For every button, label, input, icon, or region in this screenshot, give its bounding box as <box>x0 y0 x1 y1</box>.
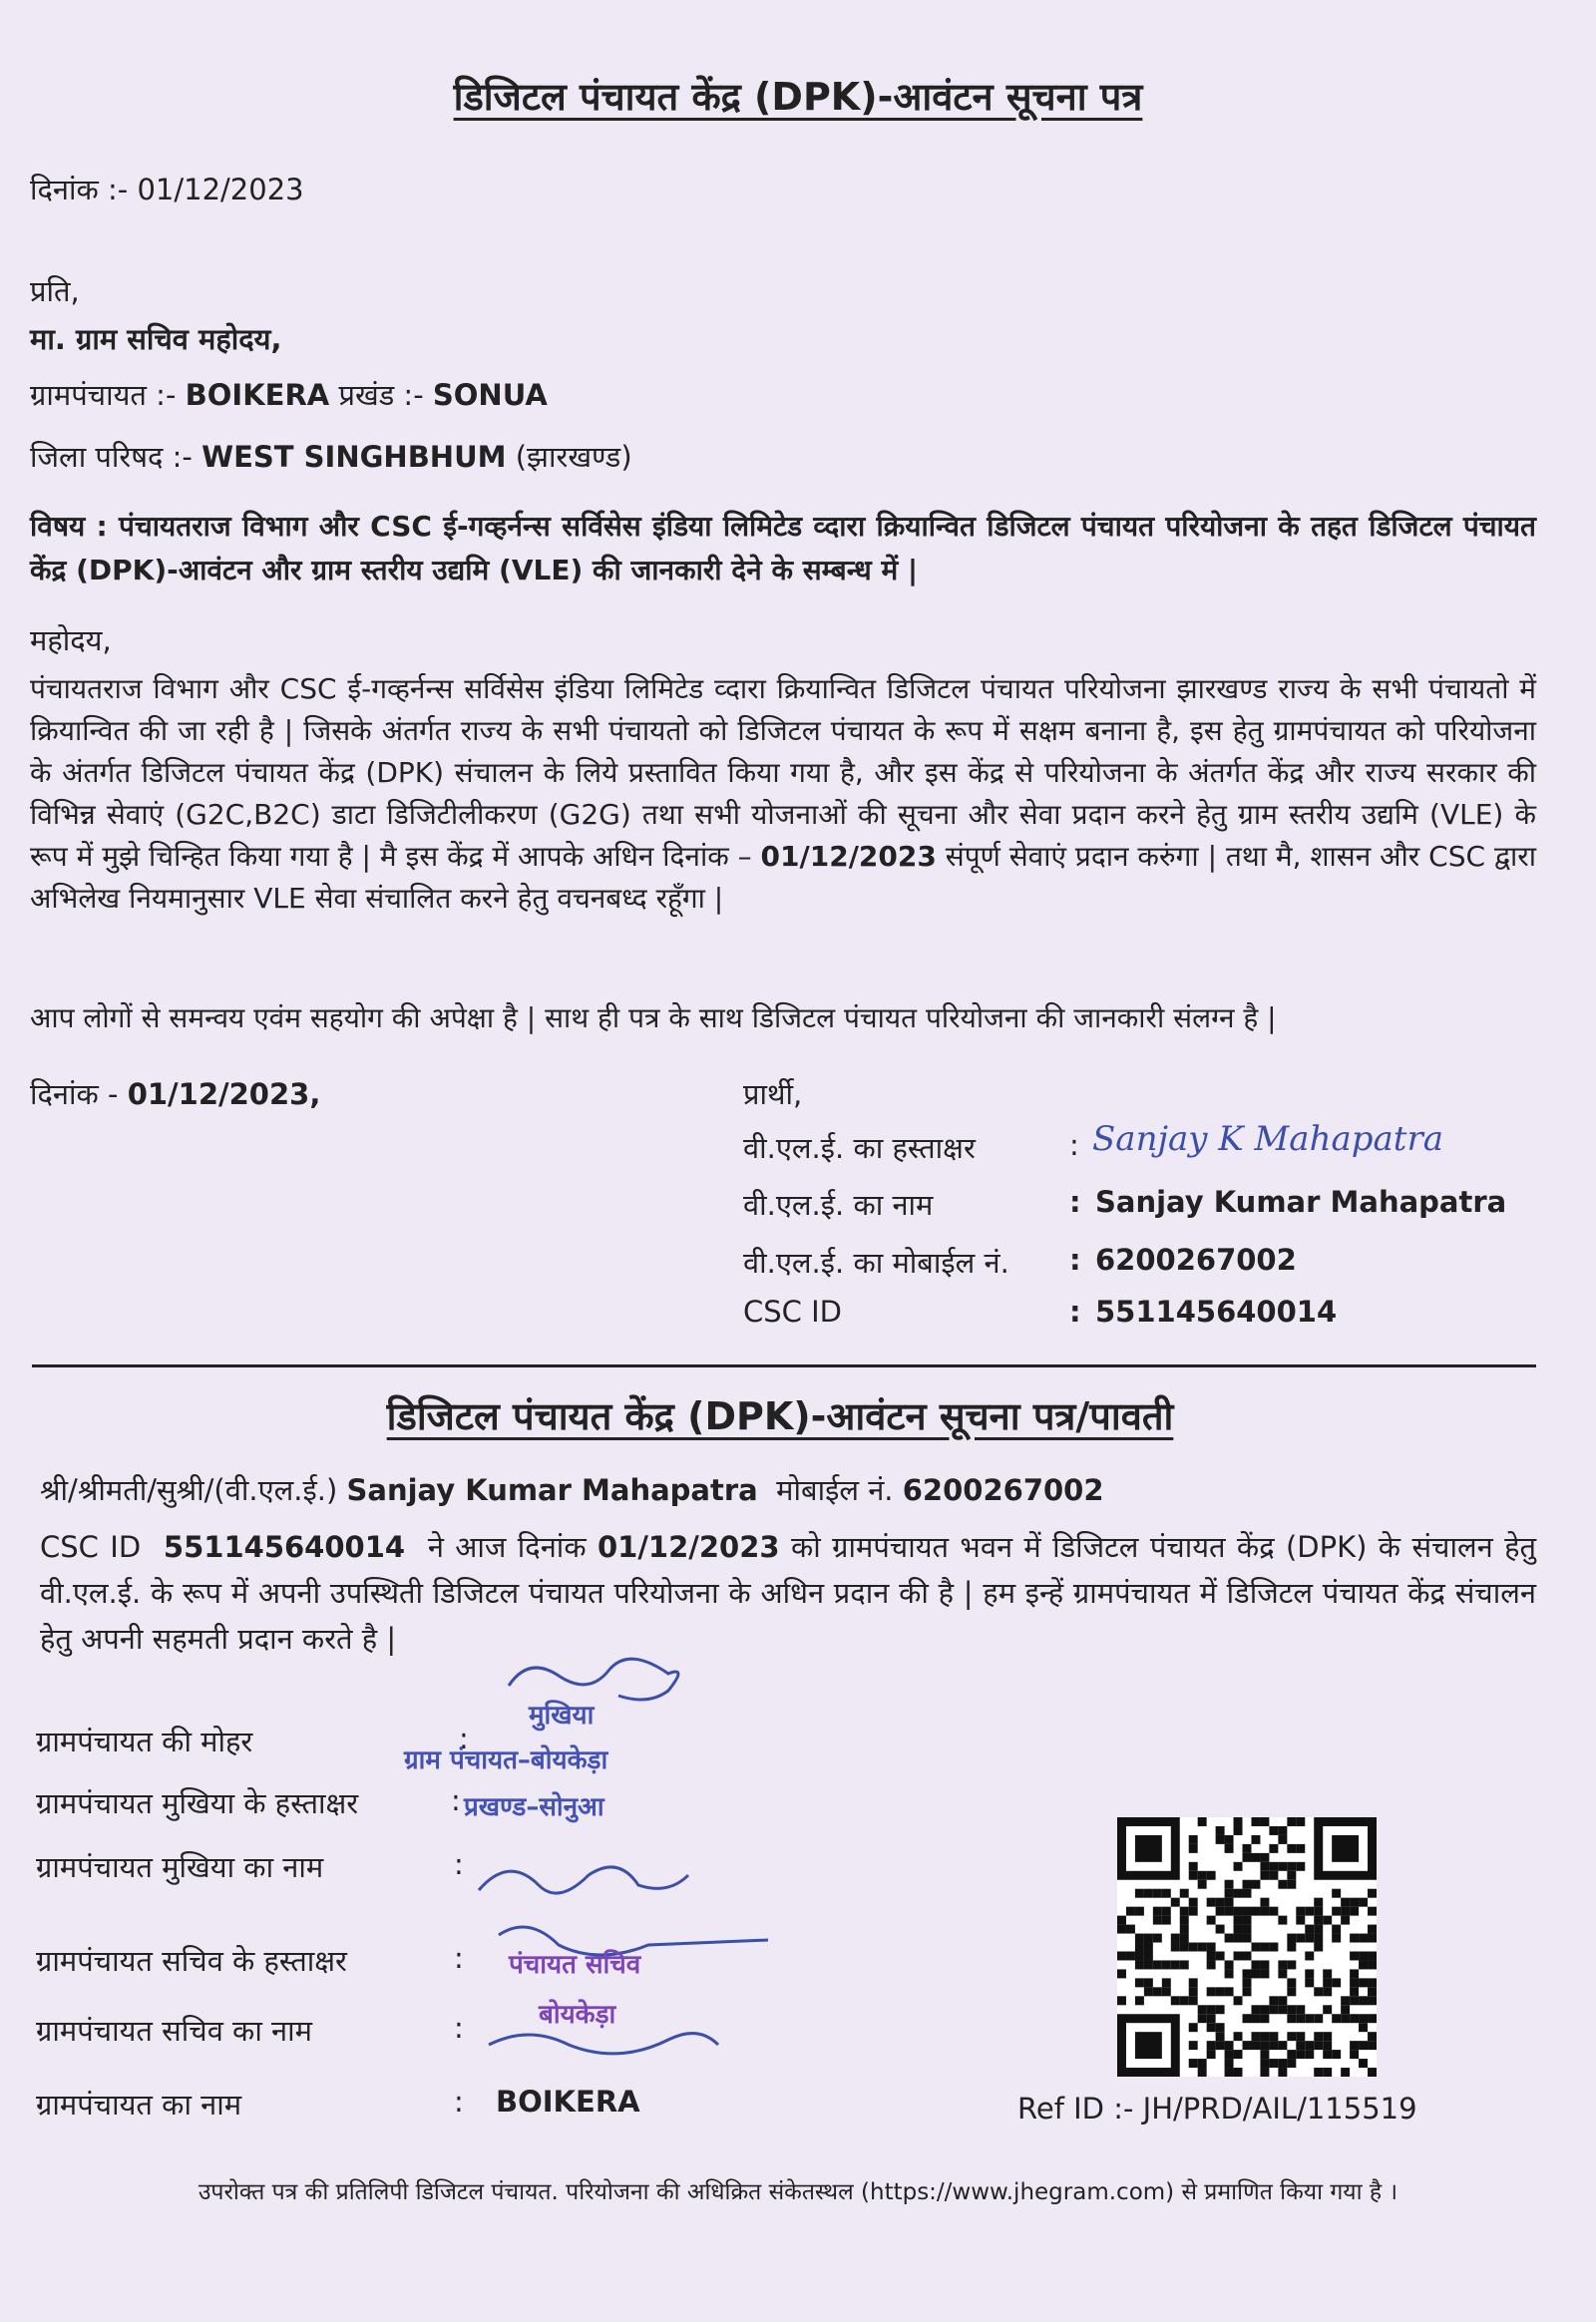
vle-signature-label: वी.एल.ई. का हस्ताक्षर <box>743 1131 976 1165</box>
stamp-sachiv-place: बोयकेड़ा <box>539 2000 616 2030</box>
colon: : <box>454 1941 464 1975</box>
colon: : <box>1069 1128 1079 1162</box>
colon: : <box>454 2085 464 2119</box>
colon: : <box>1069 1243 1081 1277</box>
body-paragraph-2: आप लोगों से समन्वय एवंम सहयोग की अपेक्षा है | साथ ही पत्र के साथ डिजिटल पंचायत परियोजना की जानकारी संलग्न है | <box>30 1001 1277 1034</box>
qr-code <box>1117 1817 1377 2077</box>
field-gp-name-label: ग्रामपंचायत का नाम <box>36 2088 242 2122</box>
field-mukhiya-name-label: ग्रामपंचायत मुखिया का नाम <box>36 1850 324 1884</box>
receipt-title: डिजिटल पंचायत केंद्र (DPK)-आवंटन सूचना पत्र/पावती <box>386 1394 1174 1438</box>
csc-id: 551145640014 <box>1095 1295 1338 1329</box>
receipt-paragraph: CSC ID 551145640014 ने आज दिनांक 01/12/2023 को ग्रामपंचायत भवन में डिजिटल पंचायत केंद्र (DPK) के संचालन हेतु वी.एल.ई. के रूप में अपनी उपस्थिती डिजिटल पंचायत परियोजना के अधिन प्रदान की है | हम इन्हें ग्रामपंचायत में डिजिटल पंचायत केंद्र संचालन हेतु अपनी सहमती प्रदान करते है | <box>40 1530 1537 1656</box>
field-mukhiya-signature-label: ग्रामपंचायत मुखिया के हस्ताक्षर <box>36 1786 359 1820</box>
stamp-block: प्रखण्ड–सोनुआ <box>464 1792 604 1822</box>
colon: : <box>454 1847 464 1881</box>
recipient: मा. ग्राम सचिव महोदय, <box>30 322 282 356</box>
vle-signature: Sanjay K Mahapatra <box>1092 1119 1443 1159</box>
colon: : <box>1069 1295 1081 1329</box>
applicant-label: प्रार्थी, <box>743 1077 803 1111</box>
signoff-date: दिनांक - 01/12/2023, <box>30 1077 321 1111</box>
colon: : <box>1069 1185 1081 1219</box>
ref-id: Ref ID :- JH/PRD/AIL/115519 <box>1017 2092 1417 2126</box>
to-line: प्रति, <box>30 274 80 308</box>
vle-mobile: 6200267002 <box>1095 1243 1297 1277</box>
vle-mobile-label: वी.एल.ई. का मोबाईल नं. <box>743 1246 1009 1280</box>
receipt-vle-line: श्री/श्रीमती/सुश्री/(वी.एल.ई.) Sanjay Kumar Mahapatra मोबाईल नं. 6200267002 <box>40 1473 1104 1507</box>
divider <box>32 1364 1536 1367</box>
mukhiya-signature-scribble <box>509 1659 678 1700</box>
gram-panchayat-line: ग्रामपंचायत :- BOIKERA प्रखंड :- SONUA <box>30 378 548 412</box>
csc-id-label: CSC ID <box>743 1295 843 1329</box>
body-paragraph-1: पंचायतराज विभाग और CSC ई-गव्हर्नन्स सर्विसेस इंडिया लिमिटेड व्दारा क्रियान्वित डिजिटल पंचायत परियोजना झारखण्ड राज्य के सभी पंचायतो में क्रियान्वित की जा रही है | जिसके अंतर्गत राज्य के सभी पंचायतो को डिजिटल पंचायत के रूप में सक्षम बनाना है, इस हेतु ग्रामपंचायत को परियोजना के अंतर्गत डिजिटल पंचायत केंद्र (DPK) संचालन के लिये प्रस्तावित किया गया है, और इस केंद्र से परियोजना के अंतर्गत केंद्र और राज्य सरकार की विभिन्न सेवाएं (G2C,B2C) डाटा डिजिटीलीकरण (G2G) तथा सभी योजनाओं की सूचना और सेवा प्रदान करने हेतु ग्राम स्तरीय उद्यमि (VLE) के रूप में मुझे चिन्हित किया गया है | मै इस केंद्र में आपके अधिन दिनांक – 01/12/2023 संपूर्ण सेवाएं प्रदान करुंगा | तथा मै, शासन और CSC द्वारा अभिलेख नियमानुसार VLE सेवा संचालित करने हेतु वचनबध्द रहूँगा | <box>30 672 1536 915</box>
salutation: महोदय, <box>30 623 112 657</box>
stamp-mukhiya: मुखिया <box>529 1701 595 1731</box>
colon: : <box>451 1783 461 1817</box>
colon: : <box>459 1722 469 1755</box>
field-sachiv-name-label: ग्रामपंचायत सचिव का नाम <box>36 2014 312 2048</box>
page-title: डिजिटल पंचायत केंद्र (DPK)-आवंटन सूचना पत्र <box>453 75 1143 119</box>
stamp-gram-panchayat: ग्राम पंचायत–बोयकेड़ा <box>404 1745 608 1775</box>
colon: : <box>454 2011 464 2045</box>
vle-name-label: वी.एल.ई. का नाम <box>743 1188 934 1222</box>
stamp-sachiv: पंचायत सचिव <box>509 1950 641 1980</box>
gp-name-value: BOIKERA <box>496 2085 640 2119</box>
field-sachiv-signature-label: ग्रामपंचायत सचिव के हस्ताक्षर <box>36 1944 347 1978</box>
subject: विषय : पंचायतराज विभाग और CSC ई-गव्हर्नन्स सर्विसेस इंडिया लिमिटेड व्दारा क्रियान्वित डिजिटल पंचायत परियोजना के तहत डिजिटल पंचायत केंद्र (DPK)-आवंटन और ग्राम स्तरीय उद्यमि (VLE) की जानकारी देने के सम्बन्ध में | <box>30 510 1536 586</box>
field-stamp-label: ग्रामपंचायत की मोहर <box>36 1725 253 1758</box>
signatures-and-stamps <box>469 1646 798 2065</box>
sachiv-name-scribble <box>489 2034 718 2054</box>
footer-note: उपरोक्त पत्र की प्रतिलिपी डिजिटल पंचायत. परियोजना की अधिक्रित संकेतस्थल (https://www.jhegram.com) से प्रमाणित किया गया है । <box>198 2179 1398 2205</box>
district-line: जिला परिषद :- WEST SINGHBHUM (झारखण्ड) <box>30 440 632 474</box>
letter-date: दिनांक :- 01/12/2023 <box>30 173 304 206</box>
vle-name: Sanjay Kumar Mahapatra <box>1095 1185 1507 1219</box>
mukhiya-name-scribble <box>479 1867 688 1893</box>
